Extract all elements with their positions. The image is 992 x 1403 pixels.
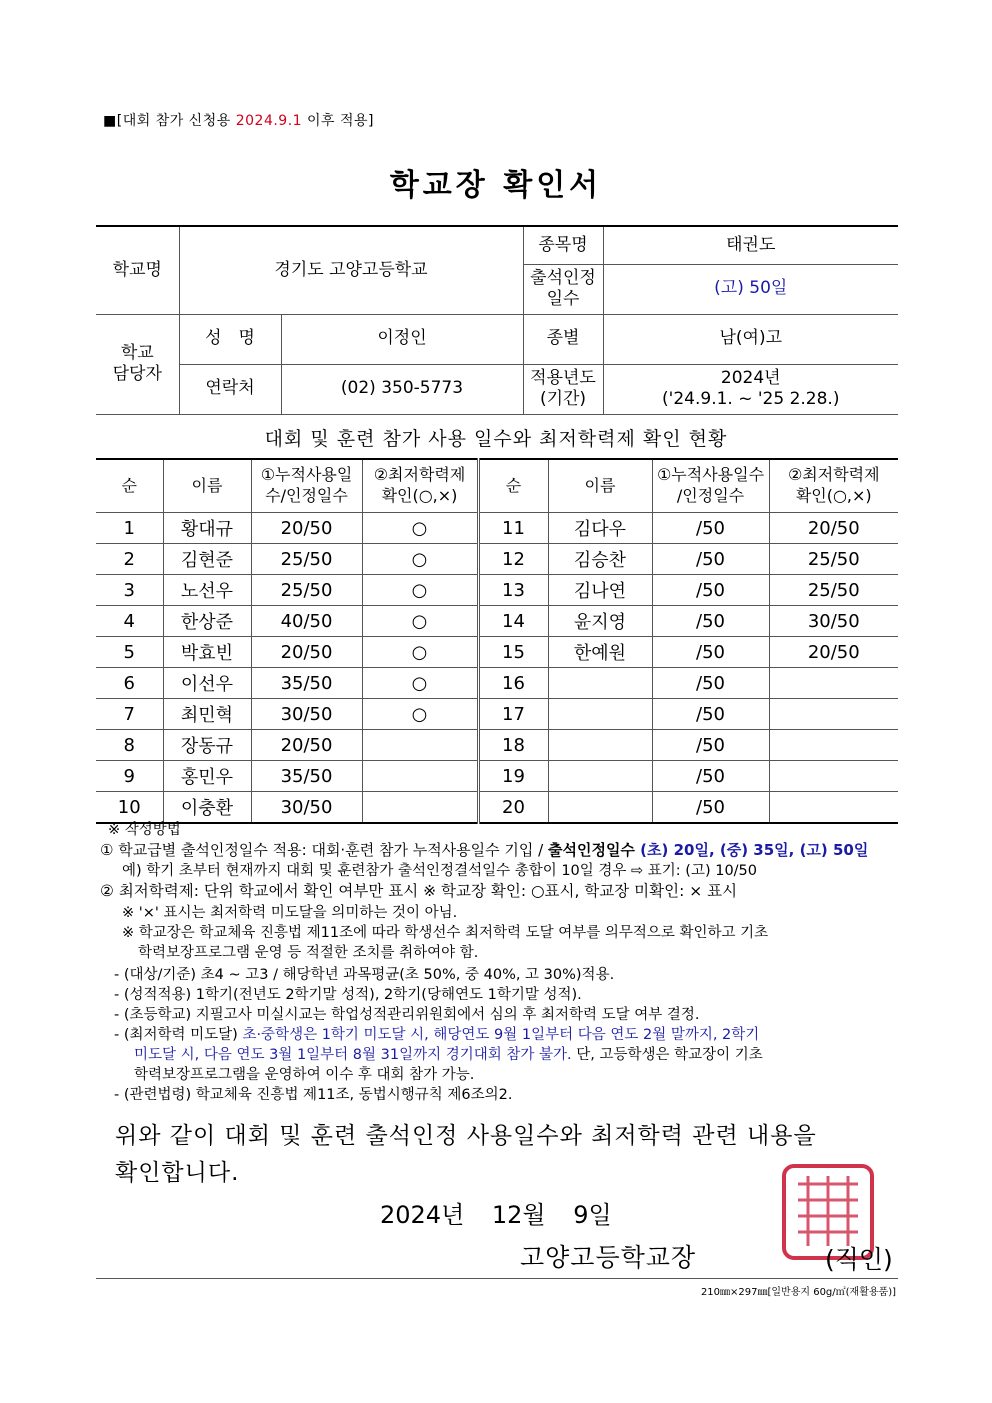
row-no-right: 11 bbox=[478, 513, 548, 544]
detail-1: - (대상/기준) 초4 ~ 고3 / 해당학년 과목평균(초 50%, 중 40%, 고 30%)적용. bbox=[114, 967, 615, 983]
row-name: 박효빈 bbox=[163, 637, 251, 668]
row-check bbox=[362, 792, 478, 824]
seal-mark: (직인) bbox=[825, 1245, 893, 1274]
issue-date: 2024년 12월 9일 bbox=[380, 1201, 612, 1229]
row-check-right: 25/50 bbox=[769, 544, 898, 575]
note-2-b: ※ 학교장은 학교체육 진흥법 제11조에 따라 학생선수 최저학력 도달 여부를 의무적으로 확인하고 기초 bbox=[122, 925, 769, 941]
days-label: 출석인정 일수 bbox=[523, 264, 603, 314]
row-check bbox=[362, 761, 478, 792]
row-check-right bbox=[769, 730, 898, 761]
table-row bbox=[96, 606, 898, 637]
sport-label: 종목명 bbox=[523, 226, 603, 264]
row-name: 이충환 bbox=[163, 792, 251, 824]
detail-5: - (관련법령) 학교체육 진흥법 제11조, 동법시행규칙 제6조의2. bbox=[114, 1087, 513, 1103]
row-check: ○ bbox=[362, 637, 478, 668]
table-row bbox=[96, 792, 898, 824]
row-name: 한상준 bbox=[163, 606, 251, 637]
row-name-right: 김나연 bbox=[548, 575, 652, 606]
row-days-right: /50 bbox=[652, 637, 769, 668]
row-days: 20/50 bbox=[251, 637, 362, 668]
row-name-right bbox=[548, 730, 652, 761]
row-days-right: /50 bbox=[652, 699, 769, 730]
row-no-right: 12 bbox=[478, 544, 548, 575]
row-check-right bbox=[769, 668, 898, 699]
detail-3: - (초등학교) 지필고사 미실시교는 학업성적관리위원회에서 심의 후 최저학력 도달 여부 결정. bbox=[114, 1007, 700, 1023]
row-name: 노선우 bbox=[163, 575, 251, 606]
note-2: ② 최저학력제: 단위 학교에서 확인 여부만 표시 ※ 학교장 확인: ○표시, 학교장 미확인: × 표시 bbox=[100, 882, 738, 900]
gender-label: 종별 bbox=[523, 314, 603, 364]
row-no-right: 13 bbox=[478, 575, 548, 606]
roster-table bbox=[96, 458, 898, 824]
row-no: 10 bbox=[96, 792, 163, 824]
school-value: 경기도 고양고등학교 bbox=[179, 226, 523, 314]
contact-value: (02) 350-5773 bbox=[281, 364, 523, 414]
row-days: 25/50 bbox=[251, 575, 362, 606]
row-name-right bbox=[548, 668, 652, 699]
row-check: ○ bbox=[362, 575, 478, 606]
note-date: 2024.9.1 bbox=[235, 113, 303, 129]
row-no-right: 15 bbox=[478, 637, 548, 668]
row-no-right: 20 bbox=[478, 792, 548, 824]
row-no: 7 bbox=[96, 699, 163, 730]
row-check-right: 20/50 bbox=[769, 513, 898, 544]
roster-subtitle: 대회 및 훈련 참가 사용 일수와 최저학력제 확인 현황 bbox=[264, 428, 728, 450]
paper-spec: 210㎜×297㎜[일반용지 60g/㎡(재활용품)] bbox=[700, 1287, 896, 1298]
row-no: 2 bbox=[96, 544, 163, 575]
row-days: 25/50 bbox=[251, 544, 362, 575]
name-label: 성 명 bbox=[179, 314, 281, 364]
header-days: ①누적사용일 수/인정일수 bbox=[251, 459, 362, 513]
manager-label: 학교 담당자 bbox=[96, 314, 179, 414]
header-academic-right: ②최저학력제 확인(○,×) bbox=[769, 459, 898, 513]
header-no: 순 bbox=[96, 459, 163, 513]
notes-heading: ※ 작성방법 bbox=[108, 822, 181, 838]
row-no-right: 17 bbox=[478, 699, 548, 730]
row-no: 8 bbox=[96, 730, 163, 761]
row-name: 김현준 bbox=[163, 544, 251, 575]
table-row bbox=[96, 668, 898, 699]
row-check-right bbox=[769, 792, 898, 824]
sport-value: 태권도 bbox=[603, 226, 898, 264]
row-days: 35/50 bbox=[251, 668, 362, 699]
detail-2: - (성적적용) 1학기(전년도 2학기말 성적), 2학기(당해연도 1학기말 성적). bbox=[114, 987, 582, 1003]
row-days-right: /50 bbox=[652, 761, 769, 792]
row-name: 황대규 bbox=[163, 513, 251, 544]
row-days: 20/50 bbox=[251, 513, 362, 544]
page-title: 학교장 확인서 bbox=[389, 168, 603, 203]
note-2-a: ※ '×' 표시는 최저학력 미도달을 의미하는 것이 아님. bbox=[122, 905, 458, 921]
row-check: ○ bbox=[362, 606, 478, 637]
header-name-right: 이름 bbox=[548, 459, 652, 513]
row-check-right bbox=[769, 699, 898, 730]
gender-value: 남(여)고 bbox=[603, 314, 898, 364]
row-name-right: 김승찬 bbox=[548, 544, 652, 575]
header-academic: ②최저학력제 확인(○,×) bbox=[362, 459, 478, 513]
year-label: 적용년도 (기간) bbox=[523, 364, 603, 414]
row-days-right: /50 bbox=[652, 606, 769, 637]
detail-4-cont: 미도달 시, 다음 연도 3월 1일부터 8월 31일까지 경기대회 참가 불가. 단, 고등학생은 학교장이 기초 bbox=[134, 1047, 763, 1063]
row-check: ○ bbox=[362, 699, 478, 730]
row-no: 9 bbox=[96, 761, 163, 792]
table-row bbox=[96, 637, 898, 668]
row-days-right: /50 bbox=[652, 513, 769, 544]
row-days-right: /50 bbox=[652, 544, 769, 575]
principal-signature: 고양고등학교장 bbox=[520, 1243, 697, 1272]
note-2-b-cont: 학력보장프로그램 운영 등 적절한 조치를 취하여야 함. bbox=[138, 945, 479, 961]
document-note bbox=[103, 110, 374, 130]
row-name: 이선우 bbox=[163, 668, 251, 699]
row-name-right: 윤지영 bbox=[548, 606, 652, 637]
table-row bbox=[96, 761, 898, 792]
detail-4-end: 학력보장프로그램을 운영하여 이수 후 대회 참가 가능. bbox=[134, 1067, 475, 1083]
row-name-right: 한예원 bbox=[548, 637, 652, 668]
row-no-right: 16 bbox=[478, 668, 548, 699]
row-days: 35/50 bbox=[251, 761, 362, 792]
note-1-example: 예) 학기 초부터 현재까지 대회 및 훈련참가 출석인정결석일수 총합이 10일 경우 ⇨ 표기: (고) 10/50 bbox=[122, 863, 758, 879]
row-no-right: 14 bbox=[478, 606, 548, 637]
contact-label: 연락처 bbox=[179, 364, 281, 414]
row-check-right: 30/50 bbox=[769, 606, 898, 637]
footer-divider bbox=[96, 1278, 898, 1279]
note-1: ① 학교급별 출석인정일수 적용: 대회·훈련 참가 누적사용일수 기입 / 출석인정일수 (초) 20일, (중) 35일, (고) 50일 bbox=[100, 841, 869, 859]
row-name-right bbox=[548, 699, 652, 730]
info-table bbox=[96, 225, 898, 415]
row-no: 1 bbox=[96, 513, 163, 544]
row-check-right bbox=[769, 761, 898, 792]
school-label: 학교명 bbox=[96, 226, 179, 314]
row-name-right: 김다우 bbox=[548, 513, 652, 544]
row-check: ○ bbox=[362, 513, 478, 544]
note-prefix: ■[대회 참가 신청용 bbox=[103, 113, 236, 129]
row-name: 홍민우 bbox=[163, 761, 251, 792]
row-no: 4 bbox=[96, 606, 163, 637]
row-no: 6 bbox=[96, 668, 163, 699]
days-value: (고) 50일 bbox=[603, 264, 898, 314]
row-check: ○ bbox=[362, 544, 478, 575]
row-days-right: /50 bbox=[652, 575, 769, 606]
row-check-right: 20/50 bbox=[769, 637, 898, 668]
note-suffix: 이후 적용] bbox=[302, 113, 375, 129]
row-check-right: 25/50 bbox=[769, 575, 898, 606]
instructions bbox=[100, 820, 900, 1105]
name-value: 이정인 bbox=[281, 314, 523, 364]
row-days: 20/50 bbox=[251, 730, 362, 761]
row-days-right: /50 bbox=[652, 792, 769, 824]
row-days-right: /50 bbox=[652, 730, 769, 761]
row-days-right: /50 bbox=[652, 668, 769, 699]
row-name: 장동규 bbox=[163, 730, 251, 761]
header-days-right: ①누적사용일수 /인정일수 bbox=[652, 459, 769, 513]
row-no: 3 bbox=[96, 575, 163, 606]
table-row bbox=[96, 730, 898, 761]
table-row bbox=[96, 544, 898, 575]
row-no-right: 19 bbox=[478, 761, 548, 792]
table-row bbox=[96, 513, 898, 544]
row-days: 30/50 bbox=[251, 792, 362, 824]
header-no-right: 순 bbox=[478, 459, 548, 513]
table-row bbox=[96, 699, 898, 730]
row-days: 30/50 bbox=[251, 699, 362, 730]
detail-4: - (최저학력 미도달) 초·중학생은 1학기 미도달 시, 해당연도 9월 1일부터 다음 연도 2월 말까지, 2학기 bbox=[114, 1027, 760, 1043]
confirmation-text: 위와 같이 대회 및 훈련 출석인정 사용일수와 최저학력 관련 내용을 확인합니다. bbox=[115, 1123, 817, 1186]
row-no: 5 bbox=[96, 637, 163, 668]
row-name: 최민혁 bbox=[163, 699, 251, 730]
row-name-right bbox=[548, 792, 652, 824]
row-name-right bbox=[548, 761, 652, 792]
header-name: 이름 bbox=[163, 459, 251, 513]
row-check: ○ bbox=[362, 668, 478, 699]
row-check bbox=[362, 730, 478, 761]
row-no-right: 18 bbox=[478, 730, 548, 761]
table-row bbox=[96, 575, 898, 606]
row-days: 40/50 bbox=[251, 606, 362, 637]
year-value: 2024년 ('24.9.1. ~ '25 2.28.) bbox=[603, 364, 898, 414]
